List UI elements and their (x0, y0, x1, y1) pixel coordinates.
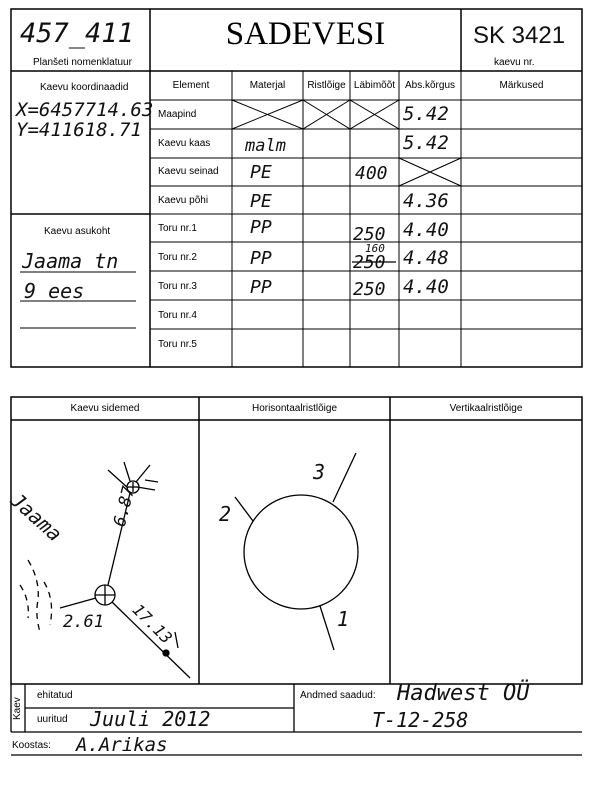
table-row-element: Kaevu seinad (158, 166, 219, 177)
material-value: malm (245, 136, 286, 156)
location-label: Kaevu asukoht (44, 226, 111, 237)
col-header-cross-section: Ristlõige (307, 80, 346, 91)
col-header-material: Materjal (249, 80, 286, 91)
col-header-element: Element (172, 80, 210, 91)
material-value: PE (250, 191, 272, 212)
table-row-element: Toru nr.4 (158, 310, 197, 321)
sketch-header-connections: Kaevu sidemed (70, 403, 140, 414)
street-label: Jaama (5, 488, 67, 547)
well-number-value: SK 3421 (473, 22, 566, 49)
sketch-frame (11, 397, 582, 684)
coordinates-label: Kaevu koordinaadid (40, 82, 129, 93)
table-row-element: Toru nr.1 (158, 223, 197, 234)
diameter-value: 250 (353, 279, 386, 300)
diameter-value: 400 (355, 163, 388, 184)
surveyed-value: Juuli 2012 (90, 707, 211, 731)
pipe-label: 1 (337, 607, 350, 631)
location-line-1: Jaama tn (22, 249, 119, 273)
abs-height-value: 4.48 (403, 247, 449, 269)
data-source-label: Andmed saadud: (300, 690, 376, 701)
abs-height-value: 5.42 (403, 103, 449, 125)
col-header-diameter: Läbimõõt (353, 80, 396, 91)
material-value: PP (250, 217, 272, 238)
col-header-abs-height: Abs.kõrgus (404, 80, 456, 91)
distance-label: 17.13 (128, 600, 177, 648)
coordinate-y: Y=411618.71 (16, 119, 142, 141)
abs-height-value: 5.42 (403, 132, 449, 154)
location-line-2: 9 ees (24, 279, 85, 303)
sketch-header-horizontal: Horisontaalristlõige (251, 403, 338, 414)
table-row-element: Toru nr.2 (158, 252, 197, 263)
author-value: A.Arikas (76, 734, 168, 756)
col-header-notes: Märkused (499, 80, 544, 91)
nomenclature-value: 457_411 (20, 18, 134, 49)
diameter-value-struck: 250 (353, 252, 386, 273)
diameter-value-correction: 160 (365, 242, 385, 255)
material-value: PE (250, 162, 272, 183)
table-row-element: Kaevu põhi (158, 195, 209, 206)
built-label: ehitatud (37, 690, 73, 701)
material-value: PP (250, 248, 272, 269)
well-circle (244, 495, 358, 609)
data-source-value: Hadwest OÜ (397, 681, 530, 706)
distance-label: 2.61 (63, 612, 104, 632)
well-number-label: kaevu nr. (494, 57, 535, 68)
author-label: Koostas: (12, 740, 51, 751)
form-title: SADEVESI (225, 16, 386, 52)
sketch-header-vertical: Vertikaalristlõige (449, 403, 523, 414)
coordinate-x: X=6457714.63 (16, 99, 154, 121)
data-source-code: T-12-258 (372, 708, 469, 732)
material-value: PP (250, 277, 272, 298)
pipe-label: 2 (219, 502, 232, 526)
distance-label: 6.87 (110, 484, 140, 529)
table-row-element: Toru nr.5 (158, 339, 197, 350)
surveyed-label: uuritud (37, 714, 68, 725)
pipe-label: 3 (313, 460, 326, 484)
nomenclature-label: Planšeti nomenklatuur (33, 57, 132, 68)
diameter-value: 250 (353, 224, 386, 245)
table-row-element: Toru nr.3 (158, 281, 197, 292)
abs-height-value: 4.36 (403, 190, 449, 212)
table-row-element: Maapind (158, 109, 197, 120)
abs-height-value: 4.40 (403, 276, 449, 298)
table-row-element: Kaevu kaas (158, 138, 211, 149)
well-side-label: Kaev (12, 697, 23, 720)
abs-height-value: 4.40 (403, 219, 449, 241)
